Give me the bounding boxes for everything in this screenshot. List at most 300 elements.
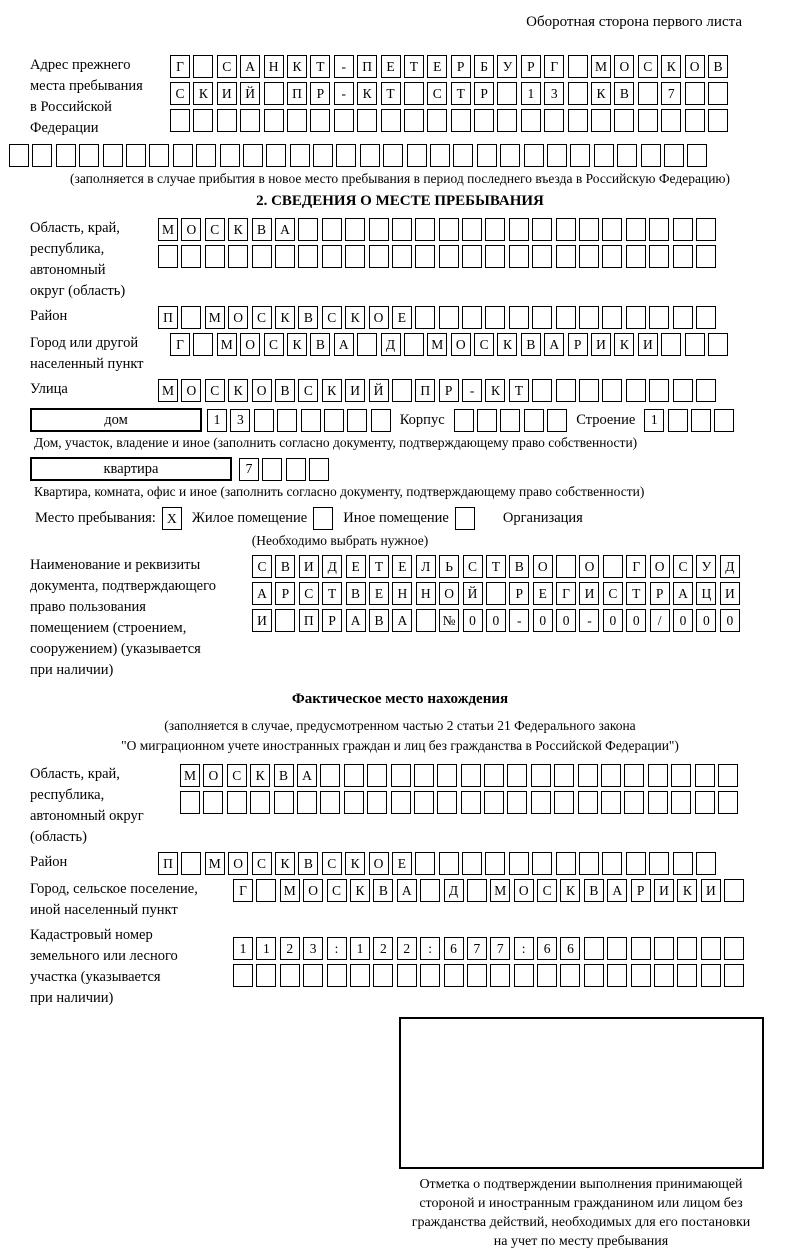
char-box[interactable] — [322, 245, 342, 268]
char-box[interactable] — [474, 109, 494, 132]
char-box[interactable]: 7 — [239, 458, 259, 481]
char-box[interactable]: О — [228, 306, 248, 329]
char-box[interactable]: А — [334, 333, 354, 356]
char-box[interactable] — [560, 964, 580, 987]
char-box[interactable]: К — [560, 879, 580, 902]
char-box[interactable] — [617, 144, 637, 167]
char-box[interactable] — [695, 791, 715, 814]
char-box[interactable] — [532, 852, 552, 875]
char-box[interactable] — [708, 333, 728, 356]
char-box[interactable] — [696, 306, 716, 329]
char-box[interactable] — [287, 109, 307, 132]
char-box[interactable]: О — [685, 55, 705, 78]
char-box[interactable]: Ц — [696, 582, 716, 605]
char-box[interactable]: М — [280, 879, 300, 902]
char-box[interactable] — [673, 852, 693, 875]
char-box[interactable] — [718, 791, 738, 814]
char-box[interactable] — [158, 245, 178, 268]
char-box[interactable]: В — [369, 609, 389, 632]
stay-type-checkbox-org[interactable] — [455, 507, 475, 530]
char-box[interactable] — [521, 109, 541, 132]
char-box[interactable] — [685, 109, 705, 132]
char-box[interactable] — [673, 306, 693, 329]
char-box[interactable]: Р — [439, 379, 459, 402]
char-box[interactable] — [485, 852, 505, 875]
char-box[interactable]: М — [427, 333, 447, 356]
char-box[interactable]: О — [252, 379, 272, 402]
char-box[interactable] — [696, 245, 716, 268]
char-box[interactable]: А — [392, 609, 412, 632]
char-box[interactable]: С — [170, 82, 190, 105]
char-box[interactable] — [9, 144, 29, 167]
char-box[interactable] — [462, 218, 482, 241]
char-box[interactable] — [233, 964, 253, 987]
char-box[interactable]: Е — [392, 555, 412, 578]
char-box[interactable] — [486, 582, 506, 605]
char-box[interactable]: С — [474, 333, 494, 356]
char-box[interactable] — [602, 852, 622, 875]
char-box[interactable] — [277, 409, 297, 432]
char-box[interactable] — [484, 764, 504, 787]
char-box[interactable] — [149, 144, 169, 167]
char-box[interactable]: Р — [310, 82, 330, 105]
char-box[interactable] — [708, 82, 728, 105]
char-box[interactable] — [696, 379, 716, 402]
char-box[interactable] — [484, 791, 504, 814]
char-box[interactable]: С — [322, 852, 342, 875]
char-box[interactable]: В — [521, 333, 541, 356]
char-box[interactable]: С — [537, 879, 557, 902]
char-box[interactable] — [507, 764, 527, 787]
char-box[interactable]: В — [310, 333, 330, 356]
char-box[interactable] — [556, 245, 576, 268]
char-box[interactable] — [250, 791, 270, 814]
char-box[interactable] — [453, 144, 473, 167]
char-box[interactable]: 6 — [537, 937, 557, 960]
char-box[interactable]: О — [369, 852, 389, 875]
char-box[interactable] — [714, 409, 734, 432]
char-box[interactable]: 2 — [397, 937, 417, 960]
char-box[interactable]: О — [240, 333, 260, 356]
char-box[interactable] — [578, 764, 598, 787]
char-box[interactable] — [367, 764, 387, 787]
char-box[interactable]: : — [327, 937, 347, 960]
char-box[interactable]: Р — [275, 582, 295, 605]
char-box[interactable]: Д — [322, 555, 342, 578]
char-box[interactable]: У — [497, 55, 517, 78]
char-box[interactable] — [266, 144, 286, 167]
char-box[interactable] — [661, 333, 681, 356]
char-box[interactable] — [641, 144, 661, 167]
char-box[interactable] — [357, 333, 377, 356]
char-box[interactable]: И — [638, 333, 658, 356]
char-box[interactable]: Т — [322, 582, 342, 605]
char-box[interactable]: Т — [626, 582, 646, 605]
char-box[interactable] — [173, 144, 193, 167]
char-box[interactable] — [591, 109, 611, 132]
char-box[interactable]: Т — [451, 82, 471, 105]
char-box[interactable] — [467, 964, 487, 987]
char-box[interactable]: 2 — [373, 937, 393, 960]
char-box[interactable]: М — [217, 333, 237, 356]
char-box[interactable] — [205, 245, 225, 268]
char-box[interactable] — [532, 379, 552, 402]
char-box[interactable] — [685, 82, 705, 105]
char-box[interactable] — [439, 245, 459, 268]
char-box[interactable]: И — [654, 879, 674, 902]
char-box[interactable]: О — [369, 306, 389, 329]
char-box[interactable] — [584, 964, 604, 987]
char-box[interactable]: С — [252, 306, 272, 329]
char-box[interactable] — [383, 144, 403, 167]
char-box[interactable] — [696, 852, 716, 875]
char-box[interactable]: В — [373, 879, 393, 902]
char-box[interactable] — [500, 409, 520, 432]
char-box[interactable] — [531, 764, 551, 787]
char-box[interactable] — [718, 764, 738, 787]
char-box[interactable] — [203, 791, 223, 814]
char-box[interactable]: : — [514, 937, 534, 960]
char-box[interactable] — [547, 144, 567, 167]
char-box[interactable]: Д — [381, 333, 401, 356]
char-box[interactable] — [256, 964, 276, 987]
char-box[interactable]: 0 — [720, 609, 740, 632]
char-box[interactable] — [254, 409, 274, 432]
char-box[interactable] — [220, 144, 240, 167]
char-box[interactable]: Й — [240, 82, 260, 105]
char-box[interactable]: В — [274, 764, 294, 787]
char-box[interactable] — [381, 109, 401, 132]
char-box[interactable]: Р — [631, 879, 651, 902]
char-box[interactable]: У — [696, 555, 716, 578]
char-box[interactable]: К — [345, 306, 365, 329]
char-box[interactable] — [490, 964, 510, 987]
char-box[interactable]: К — [250, 764, 270, 787]
char-box[interactable]: 7 — [661, 82, 681, 105]
char-box[interactable]: Т — [509, 379, 529, 402]
char-box[interactable]: 1 — [644, 409, 664, 432]
char-box[interactable] — [626, 379, 646, 402]
char-box[interactable]: В — [252, 218, 272, 241]
char-box[interactable]: О — [203, 764, 223, 787]
char-box[interactable] — [313, 144, 333, 167]
char-box[interactable] — [322, 218, 342, 241]
char-box[interactable] — [554, 791, 574, 814]
char-box[interactable]: К — [322, 379, 342, 402]
char-box[interactable] — [420, 964, 440, 987]
char-box[interactable]: С — [603, 582, 623, 605]
char-box[interactable] — [673, 218, 693, 241]
char-box[interactable] — [568, 109, 588, 132]
char-box[interactable]: С — [205, 379, 225, 402]
char-box[interactable]: С — [427, 82, 447, 105]
char-box[interactable] — [685, 333, 705, 356]
char-box[interactable]: Р — [650, 582, 670, 605]
char-box[interactable] — [462, 306, 482, 329]
char-box[interactable]: П — [357, 55, 377, 78]
char-box[interactable] — [649, 245, 669, 268]
char-box[interactable] — [344, 764, 364, 787]
char-box[interactable] — [274, 791, 294, 814]
char-box[interactable]: Й — [369, 379, 389, 402]
char-box[interactable]: 6 — [560, 937, 580, 960]
char-box[interactable] — [280, 964, 300, 987]
char-box[interactable]: О — [533, 555, 553, 578]
char-box[interactable] — [514, 964, 534, 987]
char-box[interactable] — [607, 964, 627, 987]
char-box[interactable]: Т — [310, 55, 330, 78]
char-box[interactable]: И — [579, 582, 599, 605]
char-box[interactable] — [696, 218, 716, 241]
char-box[interactable]: М — [205, 852, 225, 875]
char-box[interactable]: О — [228, 852, 248, 875]
char-box[interactable] — [497, 109, 517, 132]
char-box[interactable] — [602, 218, 622, 241]
char-box[interactable] — [217, 109, 237, 132]
char-box[interactable]: Д — [720, 555, 740, 578]
char-box[interactable] — [556, 218, 576, 241]
char-box[interactable]: О — [181, 218, 201, 241]
char-box[interactable]: В — [584, 879, 604, 902]
char-box[interactable]: И — [252, 609, 272, 632]
char-box[interactable]: С — [322, 306, 342, 329]
char-box[interactable]: - — [462, 379, 482, 402]
char-box[interactable] — [556, 379, 576, 402]
char-box[interactable] — [373, 964, 393, 987]
char-box[interactable]: И — [345, 379, 365, 402]
char-box[interactable]: М — [158, 218, 178, 241]
char-box[interactable]: К — [357, 82, 377, 105]
char-box[interactable] — [360, 144, 380, 167]
char-box[interactable] — [624, 764, 644, 787]
char-box[interactable] — [181, 245, 201, 268]
char-box[interactable] — [404, 109, 424, 132]
char-box[interactable] — [677, 964, 697, 987]
char-box[interactable]: Р — [568, 333, 588, 356]
char-box[interactable]: М — [591, 55, 611, 78]
char-box[interactable] — [275, 609, 295, 632]
char-box[interactable] — [462, 852, 482, 875]
char-box[interactable]: С — [264, 333, 284, 356]
char-box[interactable] — [724, 879, 744, 902]
char-box[interactable]: Е — [346, 555, 366, 578]
char-box[interactable]: А — [297, 764, 317, 787]
char-box[interactable]: О — [181, 379, 201, 402]
char-box[interactable]: 1 — [521, 82, 541, 105]
stay-type-checkbox-inoe[interactable] — [313, 507, 333, 530]
char-box[interactable] — [404, 82, 424, 105]
char-box[interactable] — [584, 937, 604, 960]
char-box[interactable] — [648, 764, 668, 787]
char-box[interactable] — [196, 144, 216, 167]
char-box[interactable] — [568, 82, 588, 105]
char-box[interactable] — [661, 109, 681, 132]
char-box[interactable]: А — [252, 582, 272, 605]
char-box[interactable]: О — [514, 879, 534, 902]
char-box[interactable] — [671, 764, 691, 787]
char-box[interactable]: Е — [392, 306, 412, 329]
char-box[interactable]: С — [673, 555, 693, 578]
char-box[interactable] — [649, 306, 669, 329]
char-box[interactable]: - — [579, 609, 599, 632]
char-box[interactable]: В — [614, 82, 634, 105]
char-box[interactable] — [673, 379, 693, 402]
char-box[interactable]: 0 — [556, 609, 576, 632]
char-box[interactable] — [649, 218, 669, 241]
char-box[interactable] — [614, 109, 634, 132]
char-box[interactable] — [532, 218, 552, 241]
char-box[interactable]: 6 — [444, 937, 464, 960]
char-box[interactable] — [485, 306, 505, 329]
char-box[interactable]: П — [415, 379, 435, 402]
char-box[interactable] — [286, 458, 306, 481]
char-box[interactable] — [336, 144, 356, 167]
char-box[interactable] — [524, 409, 544, 432]
char-box[interactable]: С — [217, 55, 237, 78]
char-box[interactable]: А — [240, 55, 260, 78]
char-box[interactable]: С — [638, 55, 658, 78]
char-box[interactable] — [507, 791, 527, 814]
char-box[interactable] — [56, 144, 76, 167]
char-box[interactable]: К — [677, 879, 697, 902]
char-box[interactable]: К — [275, 306, 295, 329]
char-box[interactable] — [649, 379, 669, 402]
char-box[interactable]: 1 — [350, 937, 370, 960]
char-box[interactable] — [439, 852, 459, 875]
char-box[interactable]: В — [708, 55, 728, 78]
char-box[interactable] — [579, 306, 599, 329]
char-box[interactable]: 7 — [490, 937, 510, 960]
char-box[interactable] — [404, 333, 424, 356]
char-box[interactable]: А — [673, 582, 693, 605]
char-box[interactable] — [631, 937, 651, 960]
char-box[interactable] — [414, 791, 434, 814]
char-box[interactable]: 7 — [467, 937, 487, 960]
char-box[interactable]: / — [650, 609, 670, 632]
char-box[interactable]: П — [287, 82, 307, 105]
char-box[interactable] — [181, 852, 201, 875]
char-box[interactable]: Г — [170, 55, 190, 78]
char-box[interactable] — [451, 109, 471, 132]
char-box[interactable]: И — [701, 879, 721, 902]
char-box[interactable] — [369, 218, 389, 241]
char-box[interactable] — [677, 937, 697, 960]
char-box[interactable]: Л — [416, 555, 436, 578]
char-box[interactable] — [648, 791, 668, 814]
char-box[interactable] — [467, 879, 487, 902]
char-box[interactable]: В — [346, 582, 366, 605]
char-box[interactable]: 1 — [256, 937, 276, 960]
char-box[interactable]: К — [228, 379, 248, 402]
char-box[interactable]: А — [275, 218, 295, 241]
char-box[interactable] — [193, 333, 213, 356]
char-box[interactable]: С — [227, 764, 247, 787]
char-box[interactable]: Р — [474, 82, 494, 105]
char-box[interactable]: П — [299, 609, 319, 632]
char-box[interactable] — [391, 764, 411, 787]
char-box[interactable] — [437, 791, 457, 814]
char-box[interactable] — [594, 144, 614, 167]
char-box[interactable] — [324, 409, 344, 432]
char-box[interactable] — [626, 218, 646, 241]
char-box[interactable] — [345, 218, 365, 241]
char-box[interactable] — [556, 852, 576, 875]
char-box[interactable] — [392, 379, 412, 402]
char-box[interactable] — [420, 879, 440, 902]
char-box[interactable] — [532, 306, 552, 329]
char-box[interactable]: - — [334, 82, 354, 105]
char-box[interactable]: Б — [474, 55, 494, 78]
char-box[interactable] — [601, 764, 621, 787]
char-box[interactable]: К — [275, 852, 295, 875]
char-box[interactable] — [298, 218, 318, 241]
char-box[interactable] — [477, 409, 497, 432]
char-box[interactable] — [297, 791, 317, 814]
char-box[interactable] — [544, 109, 564, 132]
char-box[interactable] — [415, 245, 435, 268]
char-box[interactable]: С — [298, 379, 318, 402]
char-box[interactable] — [193, 109, 213, 132]
char-box[interactable] — [626, 306, 646, 329]
char-box[interactable] — [638, 109, 658, 132]
char-box[interactable] — [509, 306, 529, 329]
char-box[interactable] — [673, 245, 693, 268]
char-box[interactable]: И — [720, 582, 740, 605]
char-box[interactable] — [444, 964, 464, 987]
char-box[interactable]: Р — [451, 55, 471, 78]
char-box[interactable]: 3 — [230, 409, 250, 432]
char-box[interactable] — [439, 306, 459, 329]
char-box[interactable]: Й — [463, 582, 483, 605]
char-box[interactable] — [708, 109, 728, 132]
char-box[interactable]: 0 — [673, 609, 693, 632]
char-box[interactable] — [724, 937, 744, 960]
char-box[interactable]: - — [509, 609, 529, 632]
char-box[interactable]: М — [180, 764, 200, 787]
char-box[interactable] — [181, 306, 201, 329]
char-box[interactable] — [568, 55, 588, 78]
char-box[interactable] — [415, 306, 435, 329]
char-box[interactable] — [461, 764, 481, 787]
char-box[interactable]: С — [327, 879, 347, 902]
char-box[interactable] — [461, 791, 481, 814]
char-box[interactable] — [262, 458, 282, 481]
char-box[interactable] — [228, 245, 248, 268]
char-box[interactable]: Е — [369, 582, 389, 605]
char-box[interactable] — [579, 379, 599, 402]
char-box[interactable]: В — [298, 852, 318, 875]
char-box[interactable]: О — [650, 555, 670, 578]
char-box[interactable]: 2 — [280, 937, 300, 960]
char-box[interactable]: 3 — [303, 937, 323, 960]
char-box[interactable] — [371, 409, 391, 432]
char-box[interactable]: К — [485, 379, 505, 402]
char-box[interactable] — [509, 245, 529, 268]
char-box[interactable] — [509, 218, 529, 241]
char-box[interactable]: П — [158, 306, 178, 329]
char-box[interactable] — [301, 409, 321, 432]
char-box[interactable] — [570, 144, 590, 167]
char-box[interactable] — [524, 144, 544, 167]
char-box[interactable]: Т — [381, 82, 401, 105]
char-box[interactable]: М — [158, 379, 178, 402]
char-box[interactable] — [290, 144, 310, 167]
char-box[interactable]: И — [217, 82, 237, 105]
char-box[interactable]: М — [205, 306, 225, 329]
char-box[interactable]: : — [420, 937, 440, 960]
char-box[interactable] — [430, 144, 450, 167]
char-box[interactable] — [631, 964, 651, 987]
